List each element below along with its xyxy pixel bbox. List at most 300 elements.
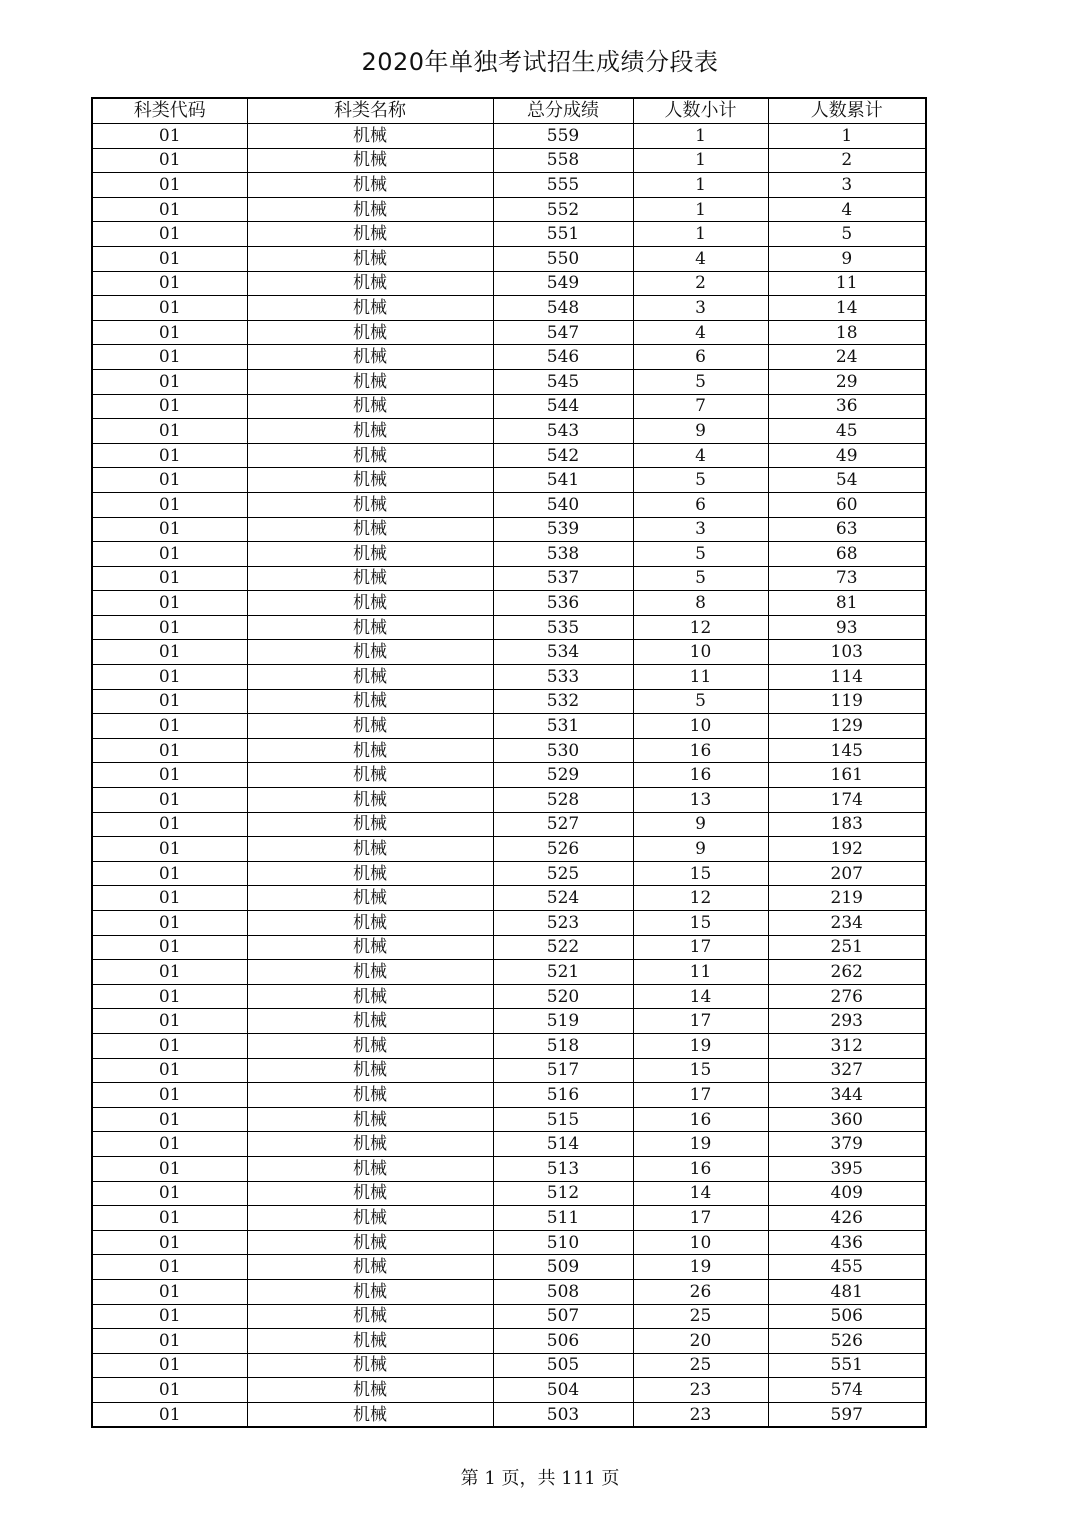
count-subtotal-cell: 2: [633, 271, 768, 296]
category-code-cell: 01: [92, 296, 247, 321]
count-cumulative-cell: 409: [768, 1181, 926, 1206]
total-score-cell: 508: [493, 1279, 633, 1304]
category-name-cell: 机械: [247, 837, 493, 862]
category-code-cell: 01: [92, 394, 247, 419]
total-score-cell: 519: [493, 1009, 633, 1034]
table-header-row: [92, 98, 926, 124]
category-name-cell: 机械: [247, 1279, 493, 1304]
category-code-cell: 01: [92, 320, 247, 345]
count-subtotal-cell: 19: [633, 1033, 768, 1058]
category-code-cell: 01: [92, 1132, 247, 1157]
count-subtotal-cell: 9: [633, 419, 768, 444]
table-row: [92, 1378, 926, 1403]
table-row: [92, 148, 926, 173]
count-cumulative-cell: 93: [768, 615, 926, 640]
total-score-cell: 545: [493, 369, 633, 394]
category-code-cell: 01: [92, 1378, 247, 1403]
table-row: [92, 1132, 926, 1157]
category-code-cell: 01: [92, 1107, 247, 1132]
category-code-cell: 01: [92, 197, 247, 222]
total-score-cell: 559: [493, 124, 633, 149]
count-subtotal-cell: 16: [633, 738, 768, 763]
count-subtotal-cell: 1: [633, 148, 768, 173]
total-score-cell: 544: [493, 394, 633, 419]
table-row: [92, 788, 926, 813]
count-subtotal-cell: 15: [633, 911, 768, 936]
count-cumulative-cell: 49: [768, 443, 926, 468]
table-row: [92, 124, 926, 149]
count-subtotal-cell: 25: [633, 1353, 768, 1378]
table-row: [92, 984, 926, 1009]
count-subtotal-cell: 16: [633, 1107, 768, 1132]
count-cumulative-cell: 379: [768, 1132, 926, 1157]
count-cumulative-cell: 1: [768, 124, 926, 149]
table-row: [92, 246, 926, 271]
count-subtotal-cell: 5: [633, 689, 768, 714]
total-score-cell: 552: [493, 197, 633, 222]
count-subtotal-cell: 3: [633, 517, 768, 542]
table-row: [92, 837, 926, 862]
table-row: [92, 738, 926, 763]
count-cumulative-cell: 60: [768, 492, 926, 517]
category-code-cell: 01: [92, 443, 247, 468]
count-cumulative-cell: 574: [768, 1378, 926, 1403]
count-subtotal-cell: 15: [633, 861, 768, 886]
count-cumulative-cell: 481: [768, 1279, 926, 1304]
table-row: [92, 468, 926, 493]
count-cumulative-cell: 103: [768, 640, 926, 665]
count-subtotal-cell: 12: [633, 886, 768, 911]
category-name-cell: 机械: [247, 542, 493, 567]
count-cumulative-cell: 129: [768, 714, 926, 739]
table-row: [92, 542, 926, 567]
table-row: [92, 419, 926, 444]
count-cumulative-cell: 14: [768, 296, 926, 321]
total-score-cell: 505: [493, 1353, 633, 1378]
count-cumulative-cell: 551: [768, 1353, 926, 1378]
category-code-cell: 01: [92, 517, 247, 542]
count-cumulative-cell: 360: [768, 1107, 926, 1132]
header-total-score: 总分成绩: [493, 98, 633, 124]
count-cumulative-cell: 11: [768, 271, 926, 296]
count-cumulative-cell: 24: [768, 345, 926, 370]
total-score-cell: 518: [493, 1033, 633, 1058]
total-score-cell: 550: [493, 246, 633, 271]
count-subtotal-cell: 8: [633, 591, 768, 616]
count-subtotal-cell: 19: [633, 1132, 768, 1157]
table-row: [92, 1058, 926, 1083]
category-code-cell: 01: [92, 271, 247, 296]
count-cumulative-cell: 4: [768, 197, 926, 222]
total-score-cell: 503: [493, 1402, 633, 1427]
total-score-cell: 543: [493, 419, 633, 444]
category-name-cell: 机械: [247, 1058, 493, 1083]
total-score-cell: 549: [493, 271, 633, 296]
total-score-cell: 535: [493, 615, 633, 640]
table-row: [92, 1181, 926, 1206]
total-score-cell: 536: [493, 591, 633, 616]
count-cumulative-cell: 45: [768, 419, 926, 444]
category-name-cell: 机械: [247, 1230, 493, 1255]
total-score-cell: 528: [493, 788, 633, 813]
table-row: [92, 714, 926, 739]
page-title: 2020年单独考试招生成绩分段表: [361, 48, 719, 76]
category-name-cell: 机械: [247, 1304, 493, 1329]
total-score-cell: 512: [493, 1181, 633, 1206]
total-score-cell: 541: [493, 468, 633, 493]
count-subtotal-cell: 7: [633, 394, 768, 419]
total-score-cell: 514: [493, 1132, 633, 1157]
category-code-cell: 01: [92, 542, 247, 567]
category-code-cell: 01: [92, 1156, 247, 1181]
category-name-cell: 机械: [247, 1378, 493, 1403]
category-code-cell: 01: [92, 837, 247, 862]
category-name-cell: 机械: [247, 468, 493, 493]
category-code-cell: 01: [92, 1402, 247, 1427]
table-row: [92, 296, 926, 321]
count-cumulative-cell: 73: [768, 566, 926, 591]
count-subtotal-cell: 23: [633, 1378, 768, 1403]
count-cumulative-cell: 3: [768, 173, 926, 198]
count-subtotal-cell: 25: [633, 1304, 768, 1329]
table-row: [92, 665, 926, 690]
table-row: [92, 394, 926, 419]
table-row: [92, 1230, 926, 1255]
category-code-cell: 01: [92, 935, 247, 960]
count-subtotal-cell: 17: [633, 1083, 768, 1108]
total-score-cell: 558: [493, 148, 633, 173]
count-cumulative-cell: 436: [768, 1230, 926, 1255]
category-code-cell: 01: [92, 1058, 247, 1083]
count-subtotal-cell: 10: [633, 640, 768, 665]
category-code-cell: 01: [92, 1279, 247, 1304]
category-name-cell: 机械: [247, 640, 493, 665]
category-code-cell: 01: [92, 1206, 247, 1231]
category-code-cell: 01: [92, 911, 247, 936]
table-row: [92, 320, 926, 345]
table-row: [92, 492, 926, 517]
header-count-cumulative: 人数累计: [768, 98, 926, 124]
category-code-cell: 01: [92, 1329, 247, 1354]
table-row: [92, 1279, 926, 1304]
category-code-cell: 01: [92, 1304, 247, 1329]
header-category-name: 科类名称: [247, 98, 493, 124]
category-code-cell: 01: [92, 714, 247, 739]
category-name-cell: 机械: [247, 1255, 493, 1280]
count-cumulative-cell: 9: [768, 246, 926, 271]
category-code-cell: 01: [92, 566, 247, 591]
count-subtotal-cell: 16: [633, 1156, 768, 1181]
count-cumulative-cell: 455: [768, 1255, 926, 1280]
count-cumulative-cell: 161: [768, 763, 926, 788]
count-subtotal-cell: 5: [633, 468, 768, 493]
total-score-cell: 529: [493, 763, 633, 788]
category-name-cell: 机械: [247, 443, 493, 468]
total-score-cell: 515: [493, 1107, 633, 1132]
count-subtotal-cell: 6: [633, 492, 768, 517]
table-row: [92, 1033, 926, 1058]
category-name-cell: 机械: [247, 763, 493, 788]
count-subtotal-cell: 15: [633, 1058, 768, 1083]
table-row: [92, 222, 926, 247]
total-score-cell: 526: [493, 837, 633, 862]
category-name-cell: 机械: [247, 492, 493, 517]
count-subtotal-cell: 1: [633, 197, 768, 222]
count-cumulative-cell: 192: [768, 837, 926, 862]
count-subtotal-cell: 19: [633, 1255, 768, 1280]
table-row: [92, 1402, 926, 1427]
count-subtotal-cell: 3: [633, 296, 768, 321]
count-cumulative-cell: 36: [768, 394, 926, 419]
total-score-cell: 530: [493, 738, 633, 763]
category-code-cell: 01: [92, 246, 247, 271]
count-subtotal-cell: 26: [633, 1279, 768, 1304]
category-code-cell: 01: [92, 763, 247, 788]
table-row: [92, 271, 926, 296]
category-name-cell: 机械: [247, 1033, 493, 1058]
count-subtotal-cell: 4: [633, 246, 768, 271]
count-cumulative-cell: 29: [768, 369, 926, 394]
count-subtotal-cell: 11: [633, 960, 768, 985]
total-score-cell: 531: [493, 714, 633, 739]
category-name-cell: 机械: [247, 296, 493, 321]
count-cumulative-cell: 114: [768, 665, 926, 690]
count-subtotal-cell: 4: [633, 443, 768, 468]
count-cumulative-cell: 597: [768, 1402, 926, 1427]
count-cumulative-cell: 251: [768, 935, 926, 960]
category-name-cell: 机械: [247, 1181, 493, 1206]
table-row: [92, 1009, 926, 1034]
total-score-cell: 539: [493, 517, 633, 542]
category-code-cell: 01: [92, 1083, 247, 1108]
category-name-cell: 机械: [247, 861, 493, 886]
count-subtotal-cell: 12: [633, 615, 768, 640]
table-row: [92, 1353, 926, 1378]
category-code-cell: 01: [92, 345, 247, 370]
total-score-cell: 517: [493, 1058, 633, 1083]
page-footer: 第 1 页，共 111 页: [460, 1468, 620, 1489]
total-score-cell: 540: [493, 492, 633, 517]
category-name-cell: 机械: [247, 714, 493, 739]
count-cumulative-cell: 395: [768, 1156, 926, 1181]
category-code-cell: 01: [92, 960, 247, 985]
count-cumulative-cell: 174: [768, 788, 926, 813]
category-name-cell: 机械: [247, 665, 493, 690]
table-row: [92, 935, 926, 960]
total-score-cell: 506: [493, 1329, 633, 1354]
table-row: [92, 197, 926, 222]
count-subtotal-cell: 14: [633, 984, 768, 1009]
count-subtotal-cell: 10: [633, 714, 768, 739]
category-name-cell: 机械: [247, 173, 493, 198]
count-cumulative-cell: 183: [768, 812, 926, 837]
category-name-cell: 机械: [247, 246, 493, 271]
total-score-cell: 551: [493, 222, 633, 247]
category-name-cell: 机械: [247, 1329, 493, 1354]
count-cumulative-cell: 426: [768, 1206, 926, 1231]
category-code-cell: 01: [92, 665, 247, 690]
table-row: [92, 812, 926, 837]
count-subtotal-cell: 5: [633, 542, 768, 567]
count-subtotal-cell: 5: [633, 369, 768, 394]
table-row: [92, 960, 926, 985]
category-name-cell: 机械: [247, 1083, 493, 1108]
category-name-cell: 机械: [247, 1353, 493, 1378]
category-code-cell: 01: [92, 886, 247, 911]
category-name-cell: 机械: [247, 1206, 493, 1231]
count-subtotal-cell: 16: [633, 763, 768, 788]
count-cumulative-cell: 234: [768, 911, 926, 936]
total-score-cell: 533: [493, 665, 633, 690]
header-count-subtotal: 人数小计: [633, 98, 768, 124]
category-code-cell: 01: [92, 1009, 247, 1034]
category-name-cell: 机械: [247, 689, 493, 714]
category-code-cell: 01: [92, 1255, 247, 1280]
total-score-cell: 522: [493, 935, 633, 960]
total-score-cell: 527: [493, 812, 633, 837]
total-score-cell: 513: [493, 1156, 633, 1181]
count-subtotal-cell: 23: [633, 1402, 768, 1427]
category-code-cell: 01: [92, 738, 247, 763]
count-cumulative-cell: 54: [768, 468, 926, 493]
total-score-cell: 542: [493, 443, 633, 468]
category-code-cell: 01: [92, 148, 247, 173]
count-cumulative-cell: 2: [768, 148, 926, 173]
table-row: [92, 566, 926, 591]
count-cumulative-cell: 145: [768, 738, 926, 763]
count-cumulative-cell: 344: [768, 1083, 926, 1108]
count-subtotal-cell: 1: [633, 173, 768, 198]
table-row: [92, 886, 926, 911]
category-name-cell: 机械: [247, 1009, 493, 1034]
total-score-cell: 537: [493, 566, 633, 591]
count-subtotal-cell: 4: [633, 320, 768, 345]
category-name-cell: 机械: [247, 419, 493, 444]
count-cumulative-cell: 207: [768, 861, 926, 886]
total-score-cell: 516: [493, 1083, 633, 1108]
table-row: [92, 173, 926, 198]
total-score-cell: 504: [493, 1378, 633, 1403]
table-row: [92, 1329, 926, 1354]
category-name-cell: 机械: [247, 320, 493, 345]
category-name-cell: 机械: [247, 345, 493, 370]
category-name-cell: 机械: [247, 886, 493, 911]
category-name-cell: 机械: [247, 1402, 493, 1427]
table-row: [92, 1206, 926, 1231]
total-score-cell: 555: [493, 173, 633, 198]
count-cumulative-cell: 312: [768, 1033, 926, 1058]
category-name-cell: 机械: [247, 788, 493, 813]
table-row: [92, 911, 926, 936]
category-name-cell: 机械: [247, 1156, 493, 1181]
count-cumulative-cell: 68: [768, 542, 926, 567]
total-score-cell: 509: [493, 1255, 633, 1280]
category-code-cell: 01: [92, 615, 247, 640]
category-code-cell: 01: [92, 492, 247, 517]
count-cumulative-cell: 293: [768, 1009, 926, 1034]
table-row: [92, 861, 926, 886]
count-cumulative-cell: 81: [768, 591, 926, 616]
category-name-cell: 机械: [247, 1132, 493, 1157]
category-code-cell: 01: [92, 173, 247, 198]
category-code-cell: 01: [92, 788, 247, 813]
table-body: [92, 124, 926, 1428]
category-code-cell: 01: [92, 468, 247, 493]
table-row: [92, 1255, 926, 1280]
header-category-code: 科类代码: [92, 98, 247, 124]
category-name-cell: 机械: [247, 124, 493, 149]
category-code-cell: 01: [92, 984, 247, 1009]
count-subtotal-cell: 13: [633, 788, 768, 813]
total-score-cell: 507: [493, 1304, 633, 1329]
category-name-cell: 机械: [247, 911, 493, 936]
total-score-cell: 523: [493, 911, 633, 936]
category-name-cell: 机械: [247, 615, 493, 640]
count-subtotal-cell: 17: [633, 1009, 768, 1034]
count-subtotal-cell: 1: [633, 124, 768, 149]
category-code-cell: 01: [92, 419, 247, 444]
table-row: [92, 1083, 926, 1108]
count-subtotal-cell: 10: [633, 1230, 768, 1255]
count-cumulative-cell: 63: [768, 517, 926, 542]
count-cumulative-cell: 506: [768, 1304, 926, 1329]
category-name-cell: 机械: [247, 984, 493, 1009]
category-code-cell: 01: [92, 1181, 247, 1206]
total-score-cell: 547: [493, 320, 633, 345]
total-score-cell: 511: [493, 1206, 633, 1231]
total-score-cell: 546: [493, 345, 633, 370]
count-cumulative-cell: 327: [768, 1058, 926, 1083]
count-subtotal-cell: 20: [633, 1329, 768, 1354]
category-code-cell: 01: [92, 369, 247, 394]
category-code-cell: 01: [92, 591, 247, 616]
count-subtotal-cell: 17: [633, 935, 768, 960]
category-name-cell: 机械: [247, 148, 493, 173]
table-row: [92, 640, 926, 665]
count-cumulative-cell: 276: [768, 984, 926, 1009]
total-score-cell: 521: [493, 960, 633, 985]
table-row: [92, 591, 926, 616]
category-code-cell: 01: [92, 222, 247, 247]
total-score-cell: 524: [493, 886, 633, 911]
count-subtotal-cell: 9: [633, 837, 768, 862]
table-row: [92, 615, 926, 640]
count-subtotal-cell: 9: [633, 812, 768, 837]
total-score-cell: 520: [493, 984, 633, 1009]
category-name-cell: 机械: [247, 566, 493, 591]
category-name-cell: 机械: [247, 738, 493, 763]
category-code-cell: 01: [92, 689, 247, 714]
count-subtotal-cell: 5: [633, 566, 768, 591]
table-row: [92, 345, 926, 370]
table-row: [92, 443, 926, 468]
count-subtotal-cell: 14: [633, 1181, 768, 1206]
table-row: [92, 1107, 926, 1132]
category-code-cell: 01: [92, 124, 247, 149]
category-code-cell: 01: [92, 1230, 247, 1255]
count-cumulative-cell: 5: [768, 222, 926, 247]
count-subtotal-cell: 17: [633, 1206, 768, 1231]
category-name-cell: 机械: [247, 812, 493, 837]
category-name-cell: 机械: [247, 394, 493, 419]
table-row: [92, 1156, 926, 1181]
category-code-cell: 01: [92, 861, 247, 886]
count-cumulative-cell: 18: [768, 320, 926, 345]
table-row: [92, 689, 926, 714]
table-row: [92, 763, 926, 788]
score-distribution-table: [91, 97, 927, 1428]
count-subtotal-cell: 6: [633, 345, 768, 370]
